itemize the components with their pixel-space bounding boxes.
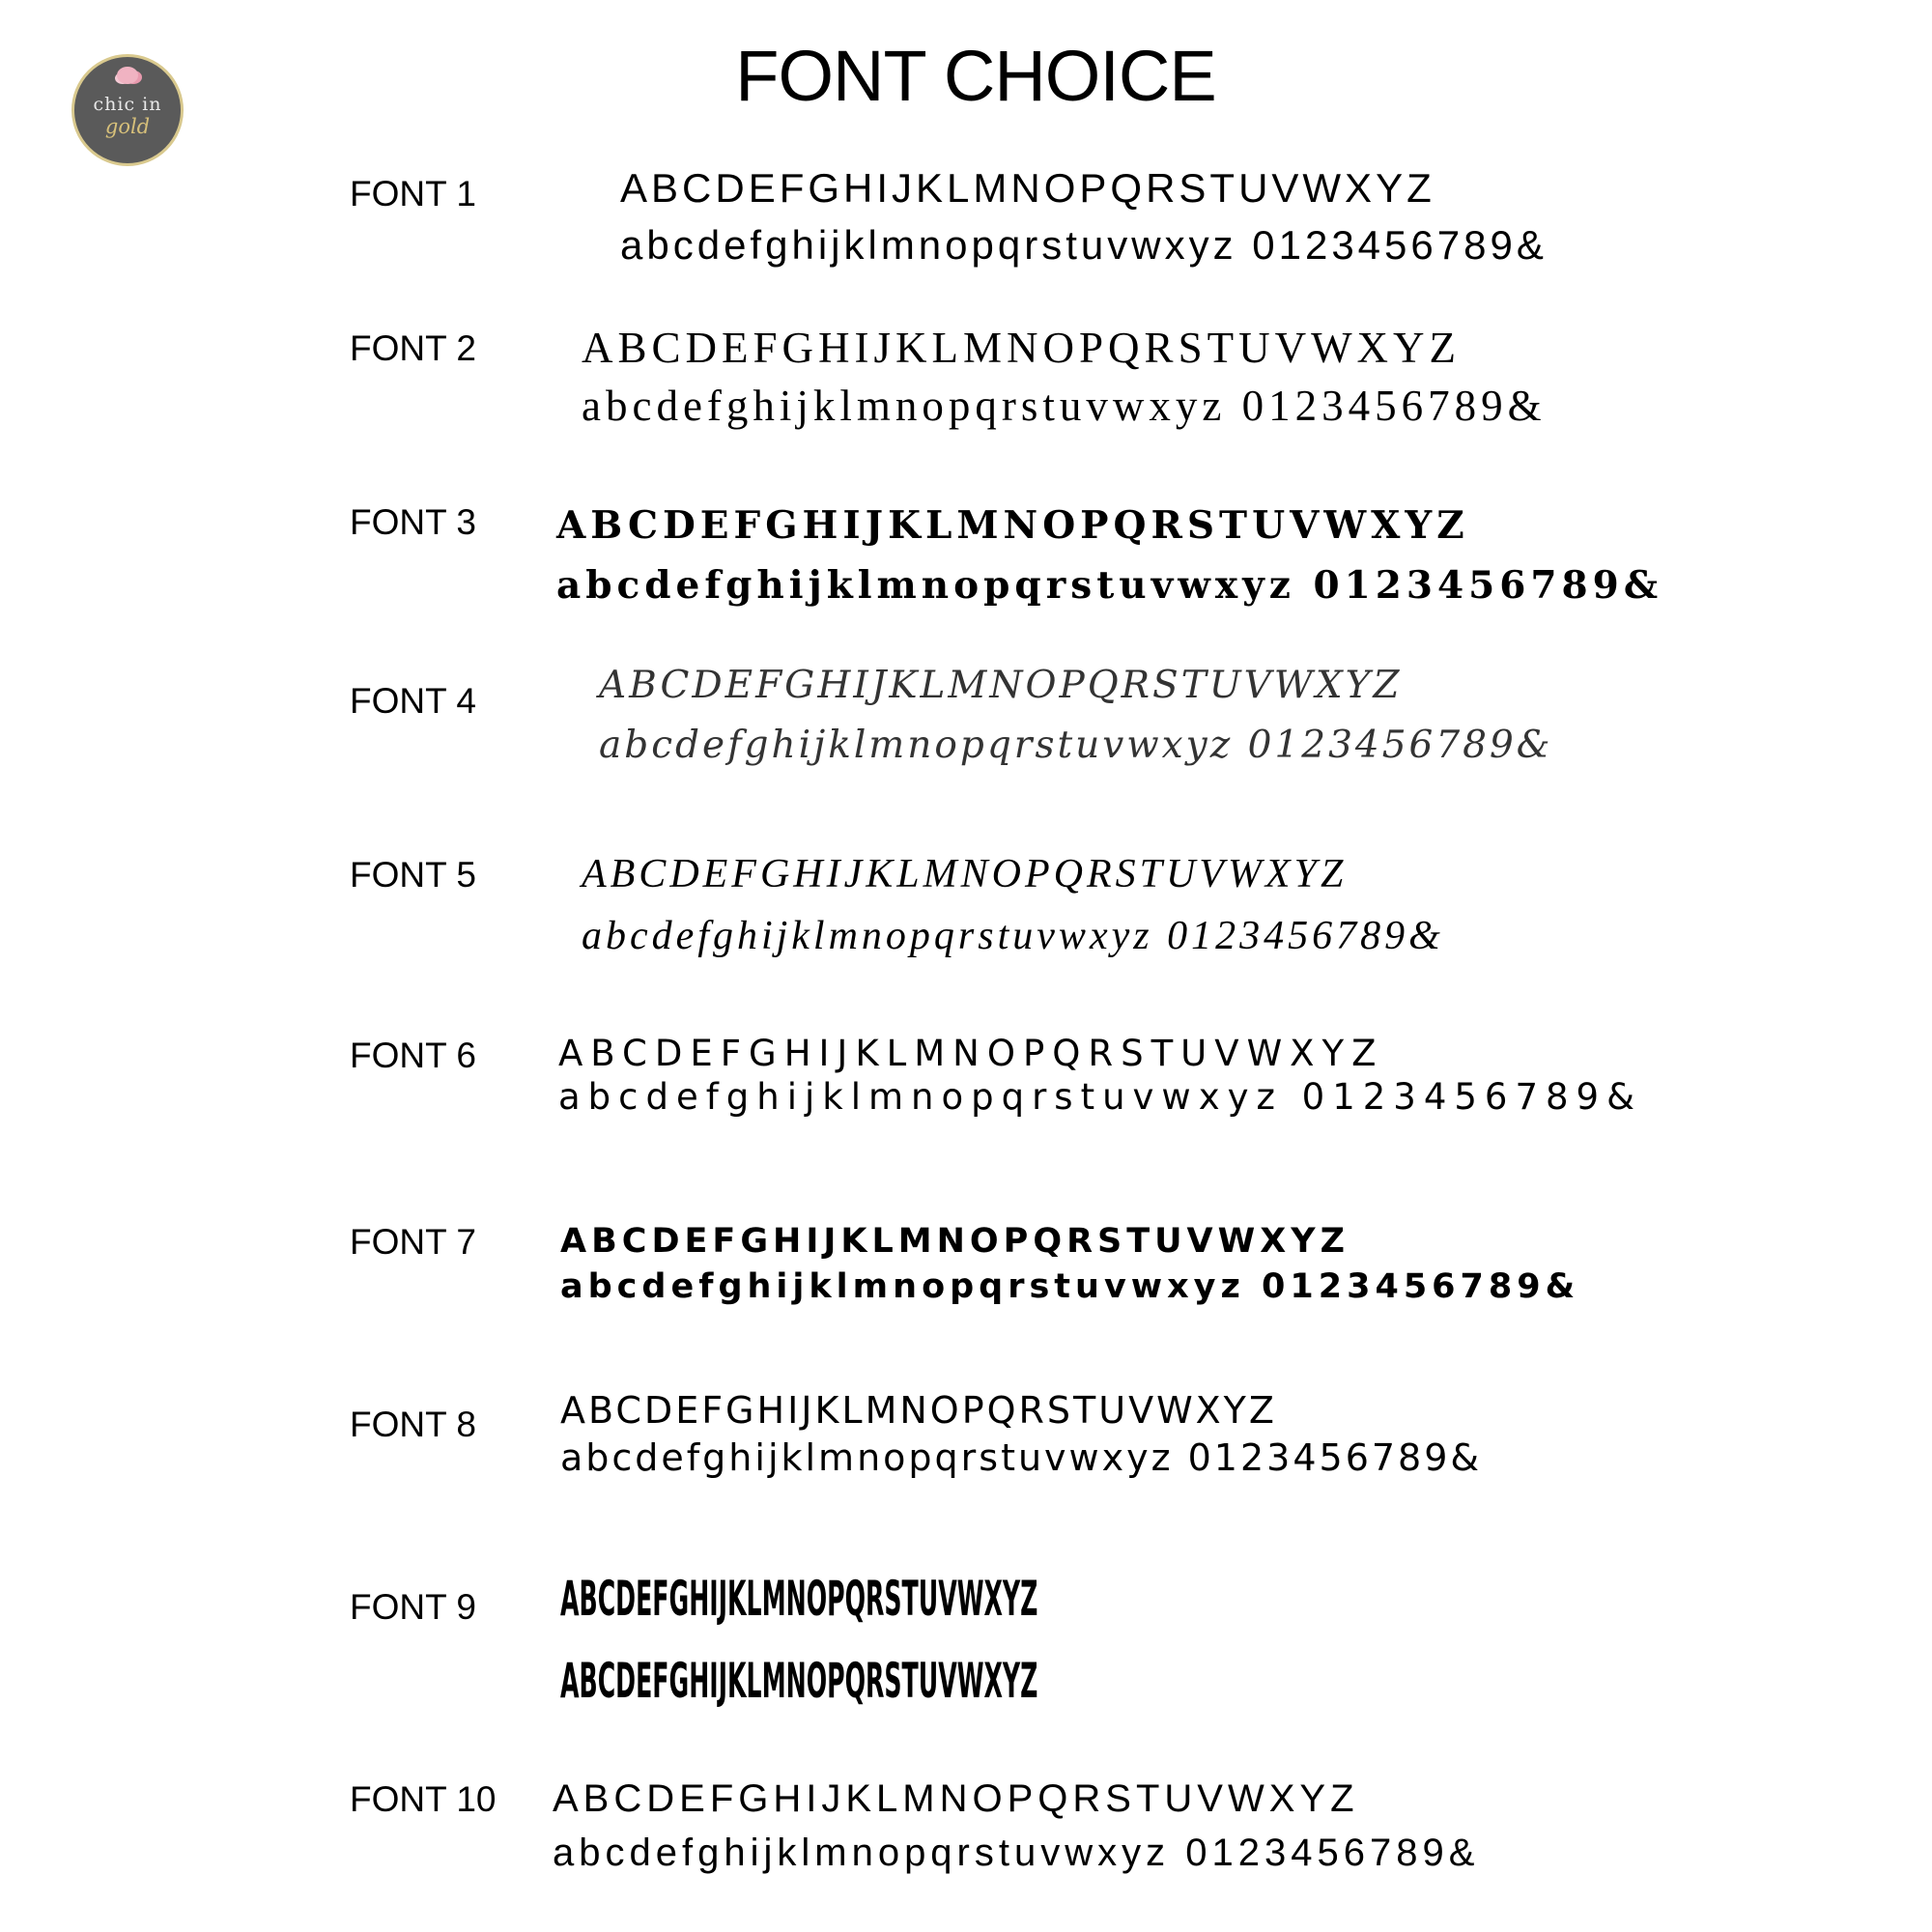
brand-logo [71, 54, 184, 166]
font-7-uppercase-sample: ABCDEFGHIJKLMNOPQRSTUVWXYZ [560, 1222, 1350, 1261]
font-1-uppercase-sample: ABCDEFGHIJKLMNOPQRSTUVWXYZ [620, 165, 1435, 211]
font-10-label: FONT 10 [350, 1779, 497, 1819]
font-8-lowercase-sample: abcdefghijklmnopqrstuvwxyz 0123456789& [560, 1436, 1483, 1479]
font-1-label: FONT 1 [350, 174, 476, 213]
font-6-label: FONT 6 [350, 1036, 476, 1075]
font-10-uppercase-sample: ABCDEFGHIJKLMNOPQRSTUVWXYZ [553, 1777, 1359, 1820]
font-3-uppercase-sample: ABCDEFGHIJKLMNOPQRSTUVWXYZ [556, 503, 1469, 548]
font-2-label: FONT 2 [350, 328, 476, 368]
font-8-label: FONT 8 [350, 1405, 476, 1444]
font-2-lowercase-sample: abcdefghijklmnopqrstuvwxyz 0123456789& [582, 382, 1547, 430]
font-5-uppercase-sample: ABCDEFGHIJKLMNOPQRSTUVWXYZ [582, 852, 1348, 896]
font-9-label: FONT 9 [350, 1587, 476, 1627]
font-9-second-sample: ABCDEFGHIJKLMNOPQRSTUVWXYZ [560, 1653, 1038, 1709]
flower-icon [117, 67, 138, 84]
font-6-uppercase-sample: ABCDEFGHIJKLMNOPQRSTUVWXYZ [558, 1033, 1384, 1074]
font-10-lowercase-sample: abcdefghijklmnopqrstuvwxyz 0123456789& [553, 1832, 1480, 1874]
font-8-uppercase-sample: ABCDEFGHIJKLMNOPQRSTUVWXYZ [560, 1389, 1277, 1432]
font-4-uppercase-sample: ABCDEFGHIJKLMNOPQRSTUVWXYZ [599, 664, 1403, 707]
font-4-lowercase-sample: abcdefghijklmnopqrstuvwxyz 0123456789& [599, 724, 1553, 767]
logo-text-top: chic in [93, 94, 162, 115]
font-7-lowercase-sample: abcdefghijklmnopqrstuvwxyz 0123456789& [560, 1267, 1580, 1306]
logo-text-bottom: gold [104, 115, 151, 138]
font-7-label: FONT 7 [350, 1222, 476, 1262]
font-3-lowercase-sample: abcdefghijklmnopqrstuvwxyz 0123456789& [556, 563, 1663, 608]
font-2-uppercase-sample: ABCDEFGHIJKLMNOPQRSTUVWXYZ [582, 324, 1462, 372]
font-5-lowercase-sample: abcdefghijklmnopqrstuvwxyz 0123456789& [582, 914, 1444, 958]
font-1-lowercase-sample: abcdefghijklmnopqrstuvwxyz 0123456789& [620, 222, 1548, 268]
font-4-label: FONT 4 [350, 681, 476, 721]
font-9-uppercase-sample: ABCDEFGHIJKLMNOPQRSTUVWXYZ [560, 1571, 1038, 1627]
font-5-label: FONT 5 [350, 855, 476, 895]
font-3-label: FONT 3 [350, 502, 476, 542]
page-title: FONT CHOICE [735, 36, 1216, 116]
font-6-lowercase-sample: abcdefghijklmnopqrstuvwxyz 0123456789& [558, 1076, 1642, 1118]
